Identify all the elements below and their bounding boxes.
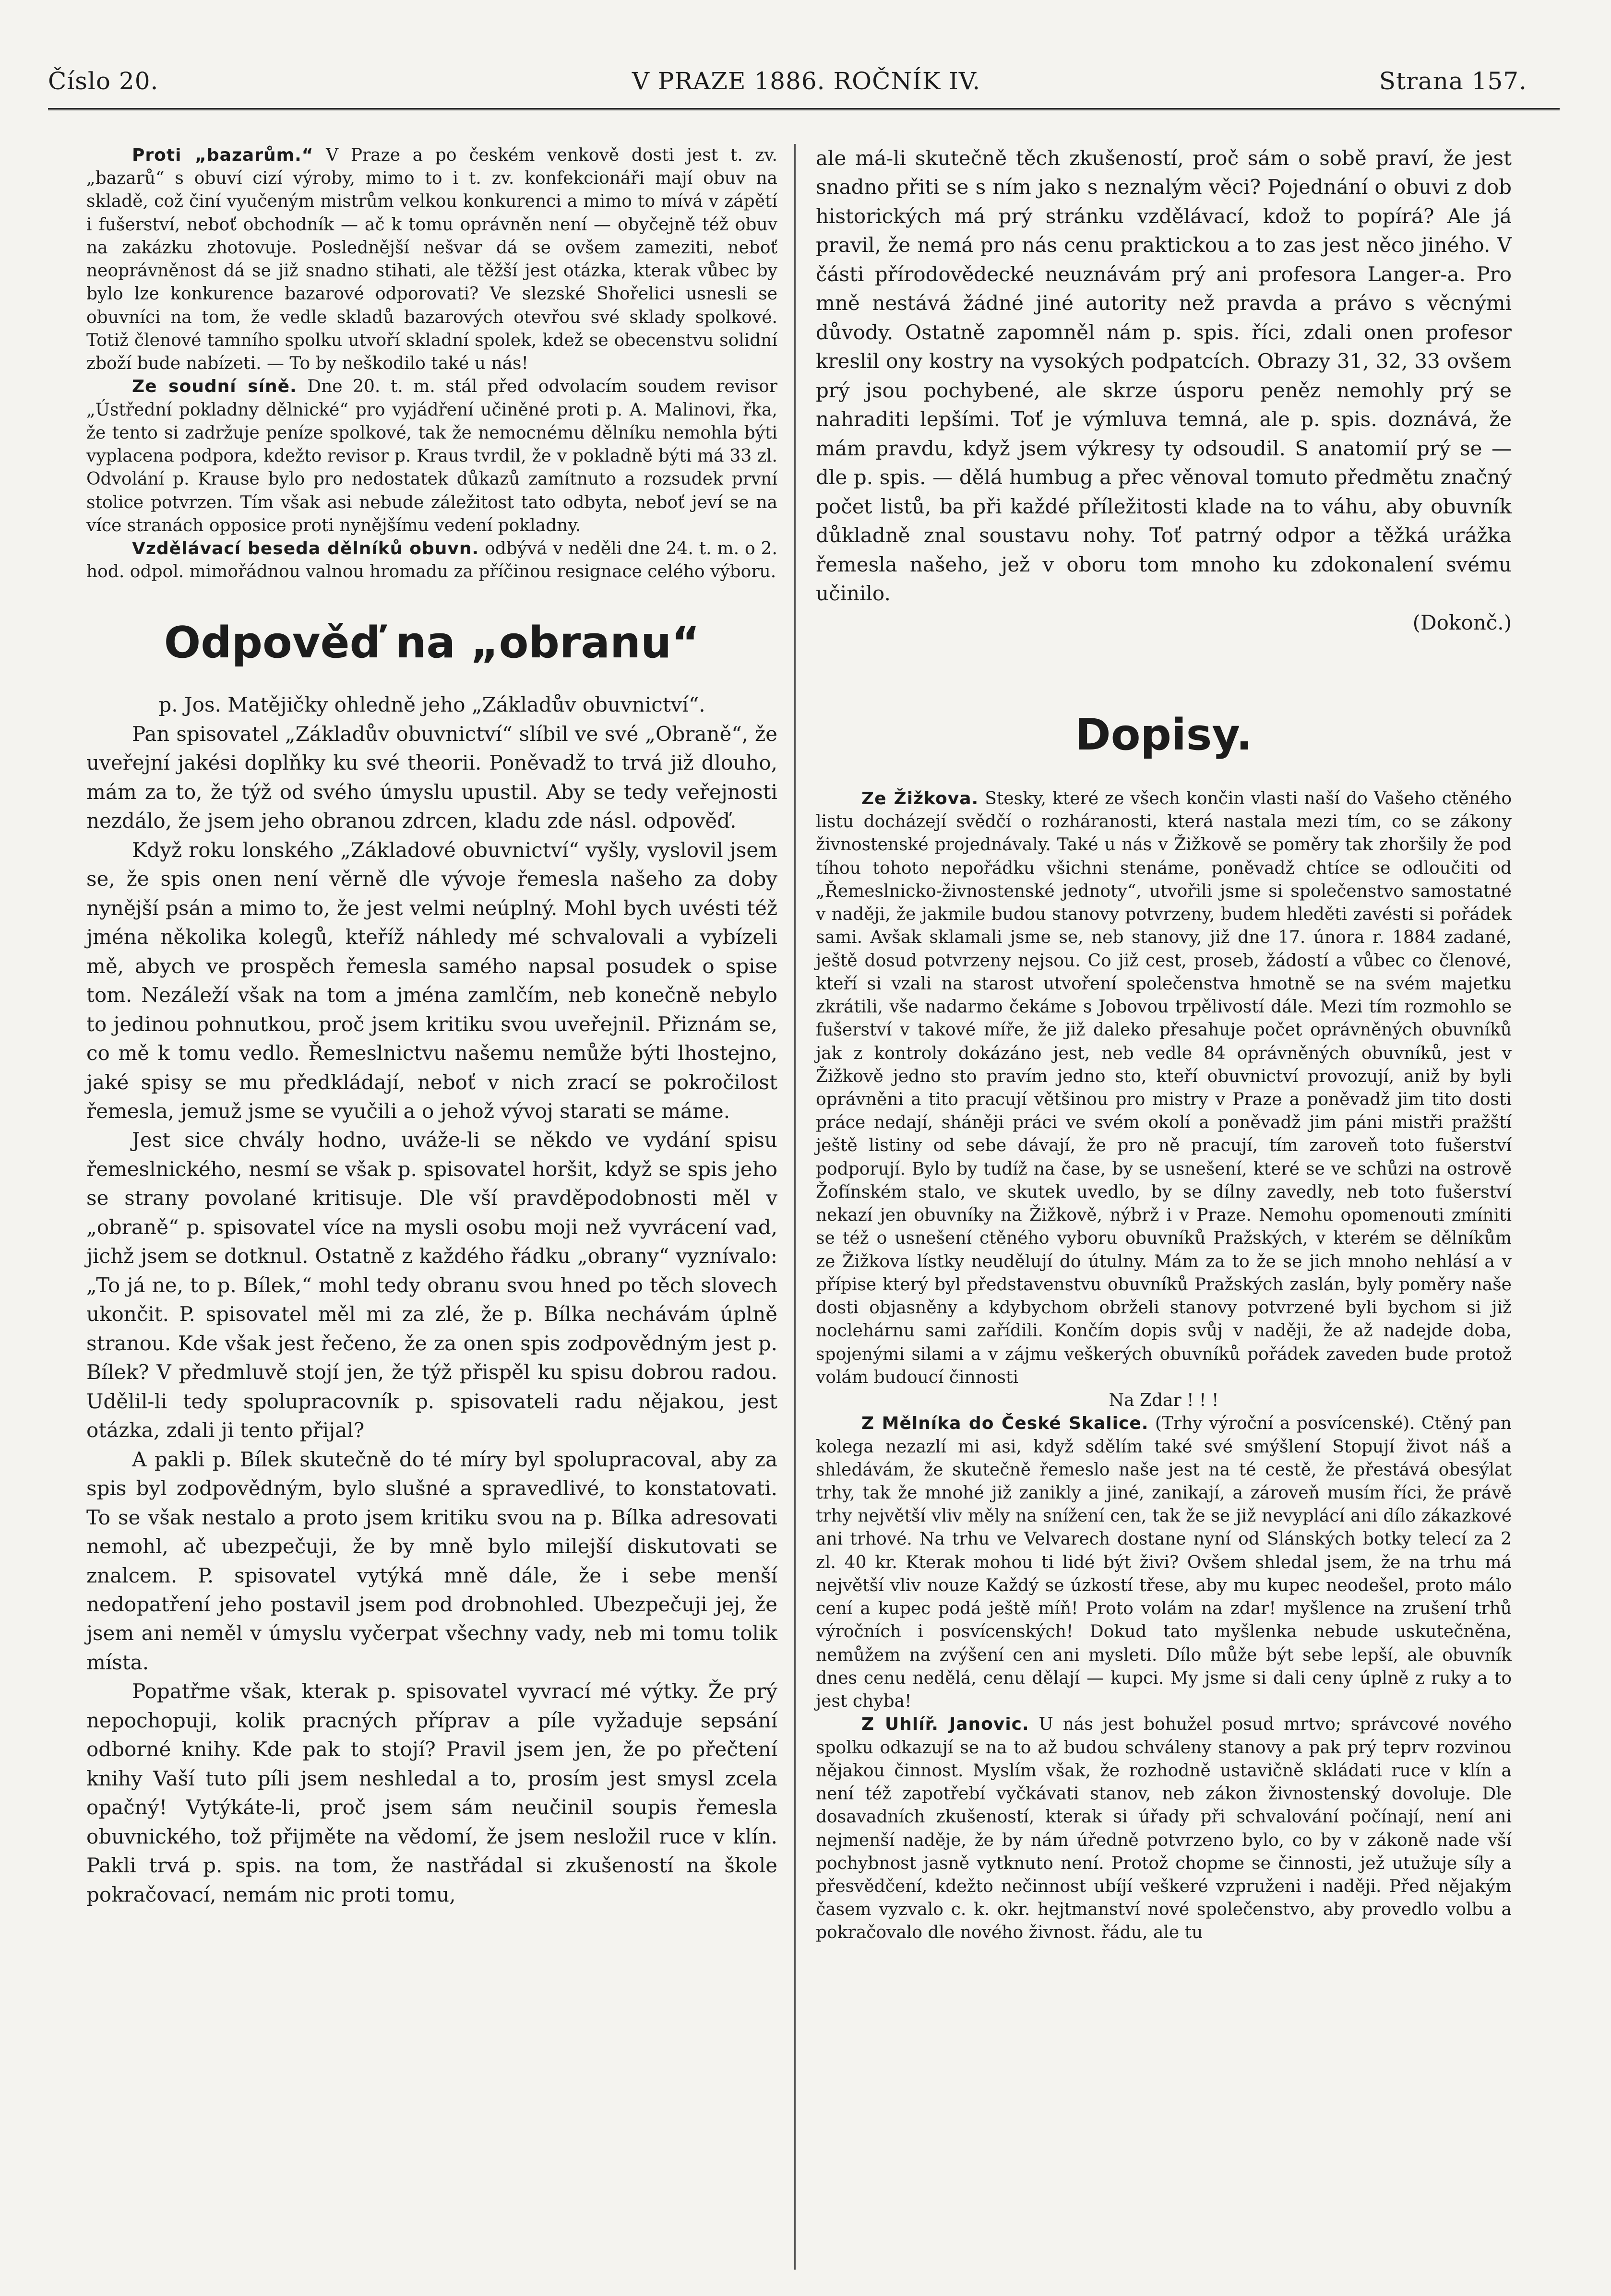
section-title-dopisy: Dopisy. — [1075, 709, 1253, 760]
left-column — [86, 144, 777, 1909]
article-paragraph: Jest sice chvály hodno, uváže-li se někdo ve vydání spisu řemeslnického, nesmí se však p. spisovatel horšit, když se spis jeho se strany povolané kritisuje. Dle vší pravděpodobnosti měl v „obraně“ p. spisovatel více na mysli osobu moji než vyvrácení vad, jichž jsem se dotknul. Ostatně z každého řádku „obrany“ vyznívalo: „To já ne, to p. Bílek,“ mohl tedy obranu svou hned po těch slovech ukončit. P. spisovatel měl mi za zlé, že p. Bílka nechávám úplně stranou. Kde však jest řečeno, že za onen spis zodpovědným jest p. Bílek? V předmluvě stojí jen, že týž přispěl ku spisu dobrou radou. Udělil-li tedy spolupracovník p. spisovateli radu nějakou, jest otázka, zdali ji tento přijal? — [86, 1128, 777, 1442]
letter-head: Z Uhlíř. Janovic. — [861, 1714, 1029, 1735]
page-number: Strana 157. — [1379, 67, 1527, 95]
letter-zizkov — [816, 787, 1512, 1389]
news-head: Ze soudní síně. — [132, 377, 297, 397]
news-head: Proti „bazarům.“ — [132, 145, 314, 165]
letter-melnik — [816, 1412, 1512, 1713]
header-rule — [48, 108, 1560, 110]
news-item-court — [86, 375, 777, 537]
right-column — [816, 144, 1512, 1945]
letter-head: Z Mělníka do České Skalice. — [861, 1414, 1149, 1434]
letter-janovice — [816, 1713, 1512, 1944]
article-subtitle: p. Jos. Matějičky ohledně jeho „Základův obuvnictví“. — [158, 693, 705, 717]
news-text: Dne 20. t. m. stál před odvolacím soudem revisor „Ústřední pokladny dělnické“ pro vyjádření učiněné proti p. A. Malinovi, řka, že tento si zadržuje peníze spolkové, tak že nemocnému dělníku nemohla býti vyplacena podpora, kdežto revisor p. Kraus tvrdil, že v pokladně býti má 33 zl. Odvolání p. Krause bylo pro nedostatek důkazů zamítnuto a rozsudek první stolice potvrzen. Tím však asi nebude záležitost tato odbyta, neboť jeví se na více stranách opposice proti nynějšímu vedení pokladny. — [86, 377, 777, 535]
letter-text: Stesky, které ze všech končin vlasti naší do Vašeho ctěného listu docházejí svědčí o rozháranosti, která nastala mezi tím, co se zákony živnostenské projednávaly. Také u nás v Žižkově se poměry tak zhoršily že pod tíhou tohoto nepořádku všichni stenáme, poněvadž chtíce se odloučiti od „Řemeslnicko-živnostenské jednoty“, utvořili jsme si společenstvo samostatné v naději, že jakmile budou stanovy potvrzeny, budem hleděti zavésti si pořádek sami. Avšak sklamali jsme se, neb stanovy, již dne 17. února r. 1884 zadané, ještě dosud potvrzeny nejsou. Co již cest, proseb, žádostí a vůbec co členové, kteří si vzali na starost utvoření společenstva hmotně se na svém majetku zkrátili, vše nadarmo čekáme s Jobovou trpělivostí dále. Mezi tím rozmohlo se fušerství v takové míře, že již daleko přesahuje počet oprávněných obuvníků jak z kontroly dokázáno jest, neb vedle 84 oprávněných obuvníků, jest v Žižkově jedno sto pravím jedno sto, kteří obuvnictví provozují, aniž by byli oprávněni a tito pracují většinou pro mistry v Praze a poněvadž jim tito dosti práce nedají, sháněji práci ve svém okolí a poněvadž jim páni mistři pražští ještě listiny od sebe dávají, že pro ně pracují, tím zaroveň toto fušerství podporují. Bylo by tudíž na čase, by se usnešení, které se ve schůzi na ostrově Žofínském stalo, ve skutek uvedlo, by se dílny zavedly, neb toto fušerství nekazí jen obuvníky na Žižkově, nýbrž i v Praze. Nemohu opomenouti zmíniti se též o usnešení ctěného vyboru obuvníků Pražských, v kterém se dělníkům ze Žižkova lístky neudělují do útulny. Mám za to že se jich mnoho nehlásí a v přípise který byl představenstvu obuvníků Pražských zaslán, byly poměry naše dosti objasněny a kdybychom obrželi stanovy potvrzené byli bychom si již noclehárnu sami zařídili. Končím dopis svůj v naději, že až nadejde doba, spojenými silami a v zájmu veškerých obuvníků pořádek zaveden bude protož volám budoucí činnosti — [816, 788, 1512, 1387]
article-paragraph: Popatřme však, kterak p. spisovatel vyvrací mé výtky. Že prý nepochopuji, kolik pracných příprav a píle vyžaduje sepsání odborné knihy. Kde pak to stojí? Pravil jsem jen, že po přečtení knihy Vaší tuto píli jsem neshledal a to, prosím jest smysl zcela opačný! Vytýkáte-li, proč jsem sám neučinil soupis řemesla obuvnického, tož přijměte na vědomí, že jsem nesložil ruce v klín. Pakli trvá p. spis. na tom, že nastřádal si zkušeností na škole pokračovací, nemám nic proti tomu, — [86, 1679, 777, 1906]
letter-head: Ze Žižkova. — [861, 788, 979, 809]
news-head: Vzdělávací beseda dělníků obuvn. — [132, 538, 479, 559]
news-item-meeting — [86, 537, 777, 583]
news-text: V Praze a po českém venkově dosti jest t. zv. „bazarů“ s obuví cizí výroby, mimo to i t. zv. konfekcionáři mají obuv na skladě, což činí vyučeným mistrům velkou konkurenci a mimo to mívá v zápětí i fušerství, neboť obchodník — ač k tomu oprávněn není — obyčejně též obuv na zakázku zhotovuje. Poslednější nešvar dá se ovšem zameziti, neboť neoprávněnost dá se již snadno stihati, ale těžší jest otázka, kterak vůbec by bylo lze konkurence bazarové odporovati? Ve slezské Shořelici usnesli se obuvníci na tom, že vedle skladů bazarových otevřou své sklady spolkové. Totiž členové tamního spolku utvoří skladní spolek, kdež se obecenstvu solidní zboží bude nabízeti. — To by neškodilo také u nás! — [86, 145, 777, 374]
issue-number: Číslo 20. — [48, 67, 159, 95]
article-paragraph: Pan spisovatel „Základův obuvnictví“ slíbil ve své „Obraně“, že uveřejní jakési doplňky ku své theorii. Poněvadž to trvá již dlouho, mám za to, že týž od svého úmyslu upustil. Aby se tedy veřejnosti nezdálo, že jsem jeho obranou zdrcen, kladu zde násl. odpověď. — [86, 722, 777, 833]
news-item-bazars — [86, 144, 777, 375]
letter-text: U nás jest bohužel posud mrtvo; správcové nového spolku odkazují se na to až budou schváleny stanovy a pak prý teprv rozvinou nějakou činnost. Myslím však, že rozhodně ustavičně skládati ruce v klín a není též zapotřebí vyčkávati stanov, neb zákon živnostenský dovoluje. Dle dosavadních zkušeností, kterak si úřady při schvalování počínají, není ani nejmenší naděje, že by nám úředně potvrzeno bylo, co by v zákoně nade vší pochybnost jasně vytknuto není. Protož chopme se činnosti, jež utužuje síly a přesvědčení, kdežto nečinnost ubíjí veškeré vzpruženi i naději. Před nějakým časem vyzvalo c. k. okr. hejtmanství nové společenstvo, aby provedlo volbu a pokračovalo dle nového živnost. řádu, ale tu — [816, 1714, 1512, 1943]
article-paragraph: A pakli p. Bílek skutečně do té míry byl spolupracoval, aby za spis byl zodpovědným, bylo slušné a spravedlivé, to konstatovati. To se však nestalo a proto jsem kritiku svou na p. Bílka adresovati nemohl, ač ubezpečuji, že by mně bylo milejší diskutovati se znalcem. P. spisovatel vytýká mně dále, že i sebe menší nedopatření jeho postavil jsem pod drobnohled. Ubezpečuji jej, že jsem ani neměl v úmyslu vyčerpat všechny vady, neb mi tomu tolik místa. — [86, 1447, 777, 1674]
masthead-line: V PRAZE 1886. ROČNÍK IV. — [632, 67, 981, 95]
article-paragraph: Když roku lonského „Základové obuvnictví“ vyšly, vyslovil jsem se, že spis onen není věrně dle vývoje řemesla našeho za doby nynější psán a mimo to, že jest velmi neúplný. Mohl bych uvésti též jména několika kolegů, kteříž náhledy mé schvalovali a vybízeli mě, abych ve prospěch řemesla samého napsal posudek o spise tom. Nezáleží však na tom a jména zamlčím, neb konečně nebylo to jedinou pohnutkou, proč jsem kritiku svou uveřejnil. Přiznám se, co mě k tomu vedlo. Řemeslnictvu našemu nemůže býti lhostejno, jaké spisy se mu předkládají, neboť v nich zrací se pokročilost řemesla, jemuž jsme se vyučili a o jehož vývoj starati se máme. — [86, 838, 777, 1123]
article-title: Odpověď na „obranu“ — [164, 618, 700, 668]
letter-text: (Trhy výroční a posvícenské). Ctěný pan kolega nezazlí mi asi, když sdělím také své smýšlení Stopují život náš a shledávám, že skutečně řemeslo naše jest na té cestě, že přestává obesýlat trhy, tak že mnohé již zanikly a jiné, zanikají, a zároveň musím říci, že právě trhy největší vliv měly na snížení cen, tak že se již nevyplácí ani dílo zákazkové ani trhové. Na trhu ve Velvarech dostane nyní od Slánských botky telecí za 2 zl. 40 kr. Kterak mohou ti lidé být živi? Ovšem shledal jsem, že na trhu má největší vliv nouze Každý se úzkostí třese, aby mu kupec neodešel, proto málo cení a kupec podá ještě míň! Proto volám na zdar! myšlence na zrušení trhů výročních i posvícenských! Dokud tato myšlenka nebude uskutečněna, nemůžem na zvýšení cen ani mysleti. Dílo může být sebe lepší, ale obuvník dnes cenu nedělá, cenu dělají — kupci. My jsme si dali ceny úplně z ruky a to jest chyba! — [816, 1414, 1512, 1712]
letter-signoff: Na Zdar ! ! ! — [1109, 1391, 1219, 1411]
news-text: odbývá v neděli dne 24. t. m. o 2. hod. odpol. mimořádnou valnou hromadu za příčinou resignace celého výboru. — [86, 538, 777, 582]
column-divider — [794, 144, 796, 2270]
to-be-continued: (Dokonč.) — [1412, 610, 1512, 634]
article-continuation: ale má-li skutečně těch zkušeností, proč sám o sobě praví, že jest snadno přiti se s ním jako s neznalým věci? Pojednání o obuvi z dob historických má prý stránku vzdělávací, kdož to popírá? Ale já pravil, že nemá pro nás cenu praktickou a to zas jest něco jiného. V části přírodovědecké neuznávám prý ani profesora Langer-a. Pro mně nestává žádné jiné autority než pravda a právo s věcnými důvody. Ostatně zapomněl nám p. spis. říci, zdali onen profesor kreslil ony kostry na vysokých podpatcích. Obrazy 31, 32, 33 ovšem prý jsou pochybené, ale skrze úsporu peněz nemohly prý se nahraditi lepšími. Toť je výmluva temná, ale p. spis. doznává, že mám pravdu, když jsem výkresy ty odsoudil. S anatomií prý se — dle p. spis. — dělá humbug a přec věnoval tomuto předmětu značný počet listů, ba při každé příležitosti klade na to váhu, aby obuvník důkladně znal soustavu nohy. Toť patrný odpor a těžká urážka řemesla našeho, jež v oboru tom mnoho ku zdokonalení svému učinilo. — [816, 146, 1512, 606]
